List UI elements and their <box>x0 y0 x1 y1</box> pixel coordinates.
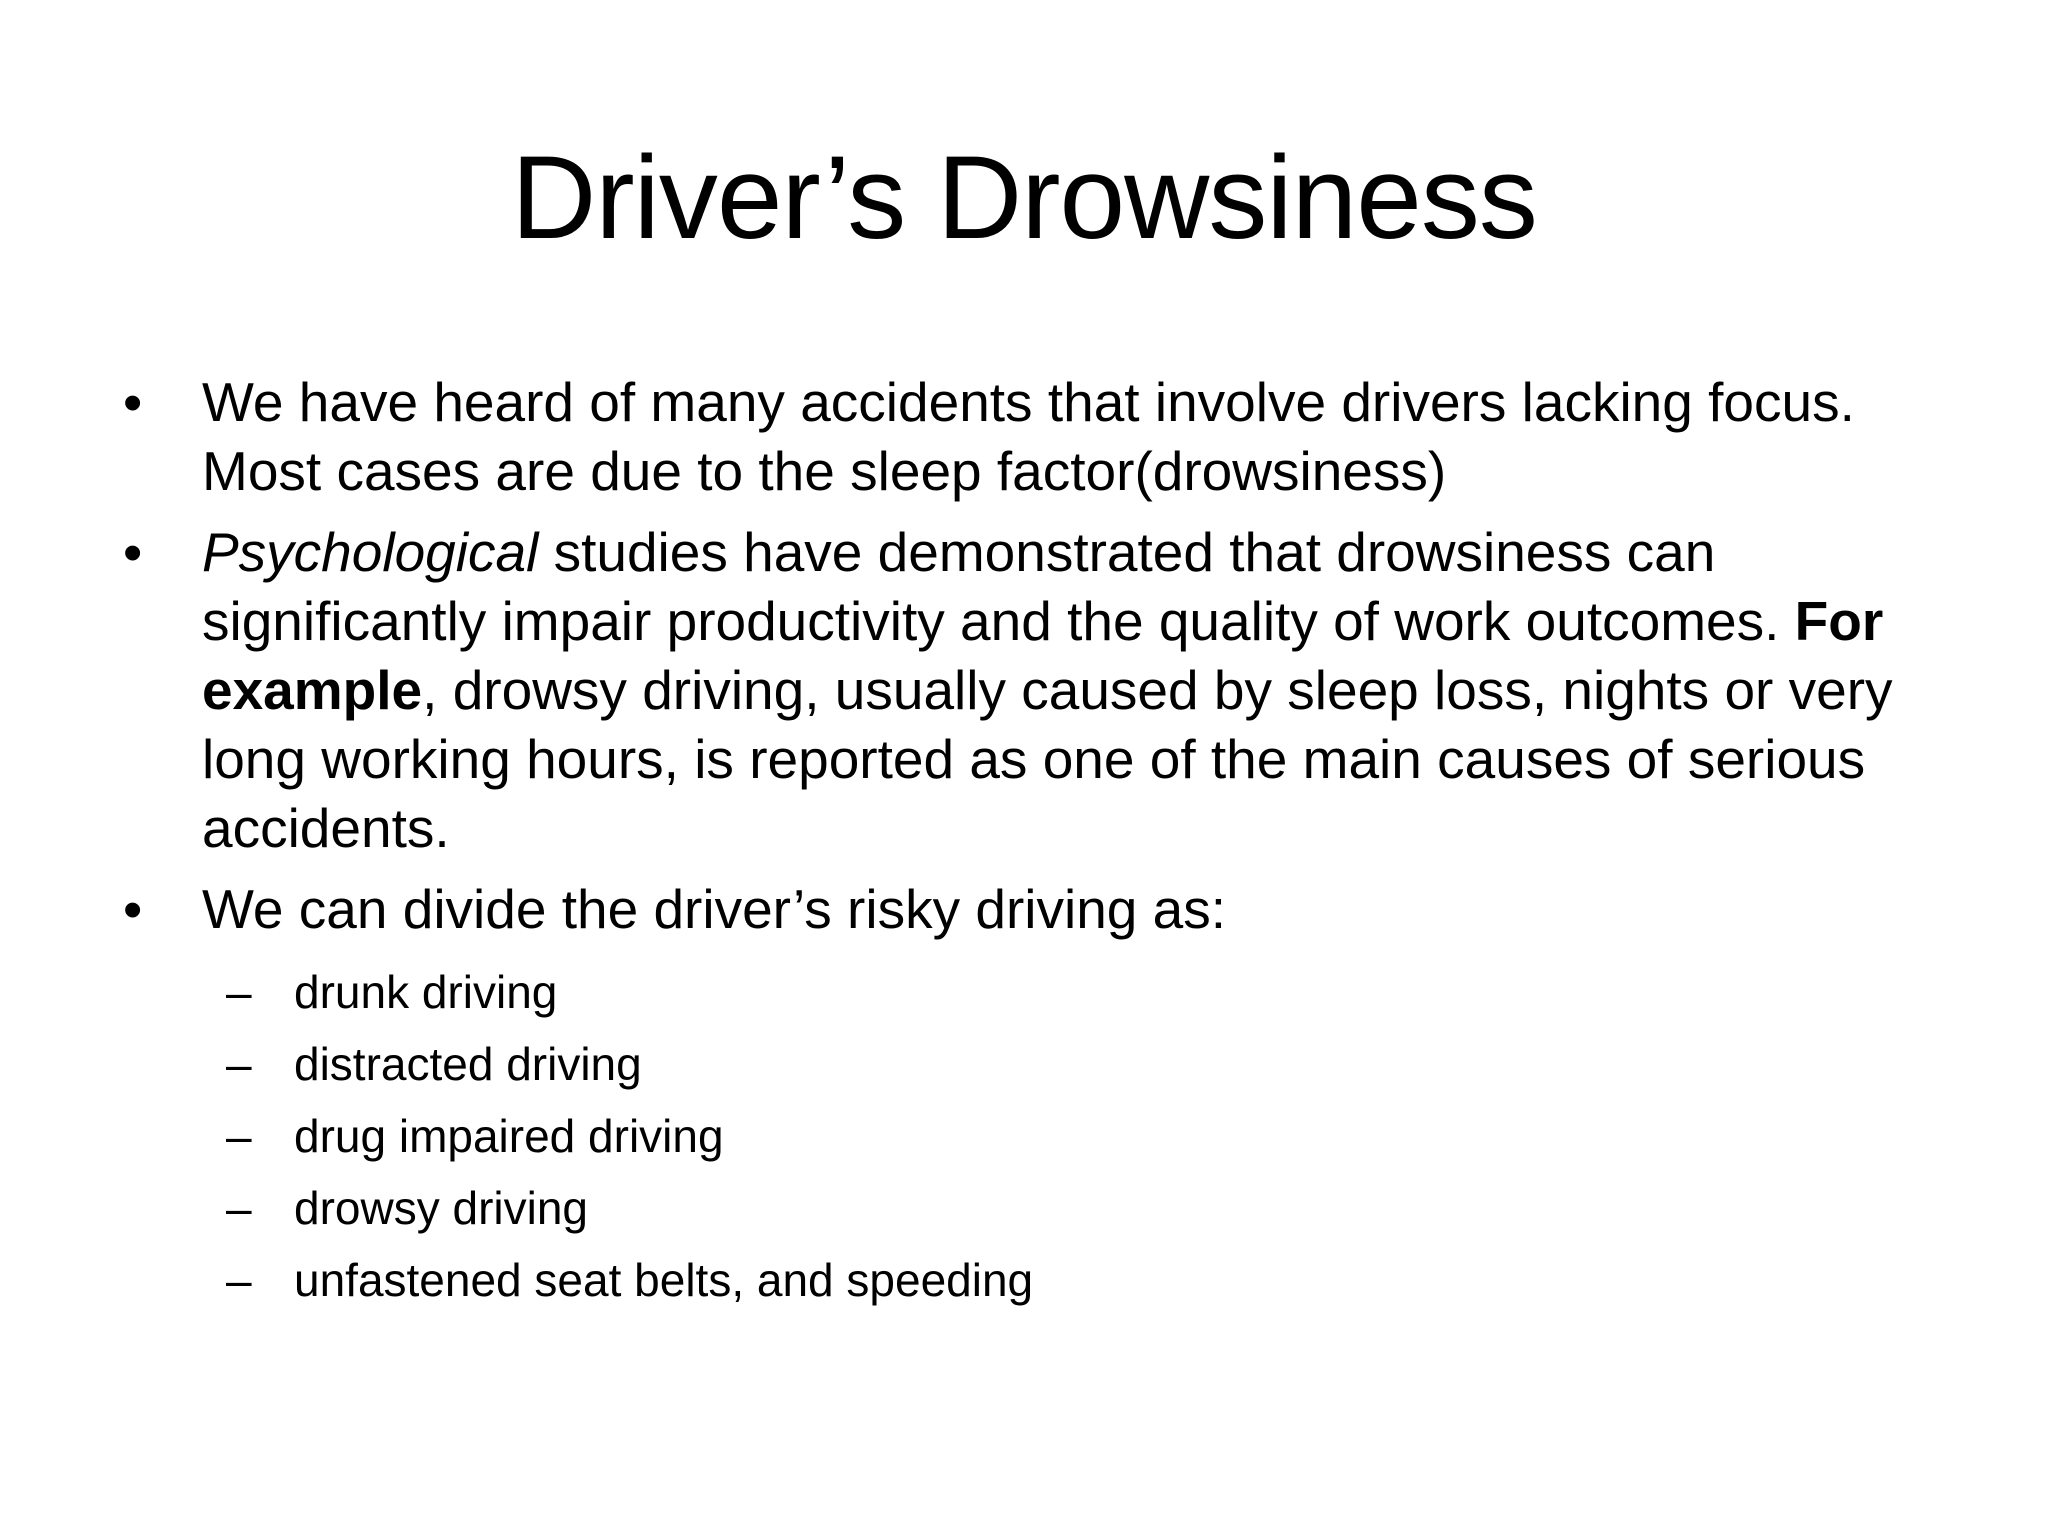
sub-list-item <box>118 1028 1978 1100</box>
sub-list-item <box>118 956 1978 1028</box>
bullet-marker: • <box>123 371 143 433</box>
bullet-text: , drowsy driving, usually caused by sleep loss, nights or very long working hours, is reported as one of the main causes of serious accidents. <box>202 659 1893 859</box>
slide-title: Driver’s Drowsiness <box>511 132 1537 264</box>
sub-item-text: distracted driving <box>294 1038 642 1090</box>
bullet-marker: • <box>123 521 143 583</box>
bullet-marker: • <box>123 878 143 940</box>
sub-item-text: drunk driving <box>294 966 558 1018</box>
sub-list-item <box>118 1172 1978 1244</box>
bullet-item <box>118 518 1978 863</box>
dash-marker: – <box>226 966 252 1018</box>
sub-item-text: drug impaired driving <box>294 1110 724 1162</box>
sub-item-text: unfastened seat belts, and speeding <box>294 1254 1034 1306</box>
slide-body <box>118 368 1978 1316</box>
bullet-item <box>118 875 1978 944</box>
dash-marker: – <box>226 1038 252 1090</box>
bullet-text: We have heard of many accidents that involve drivers lacking focus. Most cases are due to the sleep factor(drowsiness) <box>202 371 1855 502</box>
dash-marker: – <box>226 1182 252 1234</box>
sub-list <box>118 956 1978 1316</box>
sub-list-item <box>118 1244 1978 1316</box>
bullet-text: studies have demonstrated that drowsiness can significantly impair productivity and the quality of work outcomes. <box>202 521 1795 652</box>
sub-item-text: drowsy driving <box>294 1182 588 1234</box>
bullet-item <box>118 368 1978 506</box>
dash-marker: – <box>226 1110 252 1162</box>
dash-marker: – <box>226 1254 252 1306</box>
sub-list-item <box>118 1100 1978 1172</box>
bold-emphasis: For example <box>202 590 1884 721</box>
bullet-text: We can divide the driver’s risky driving as: <box>202 878 1227 940</box>
italic-emphasis: Psychological <box>202 521 539 583</box>
